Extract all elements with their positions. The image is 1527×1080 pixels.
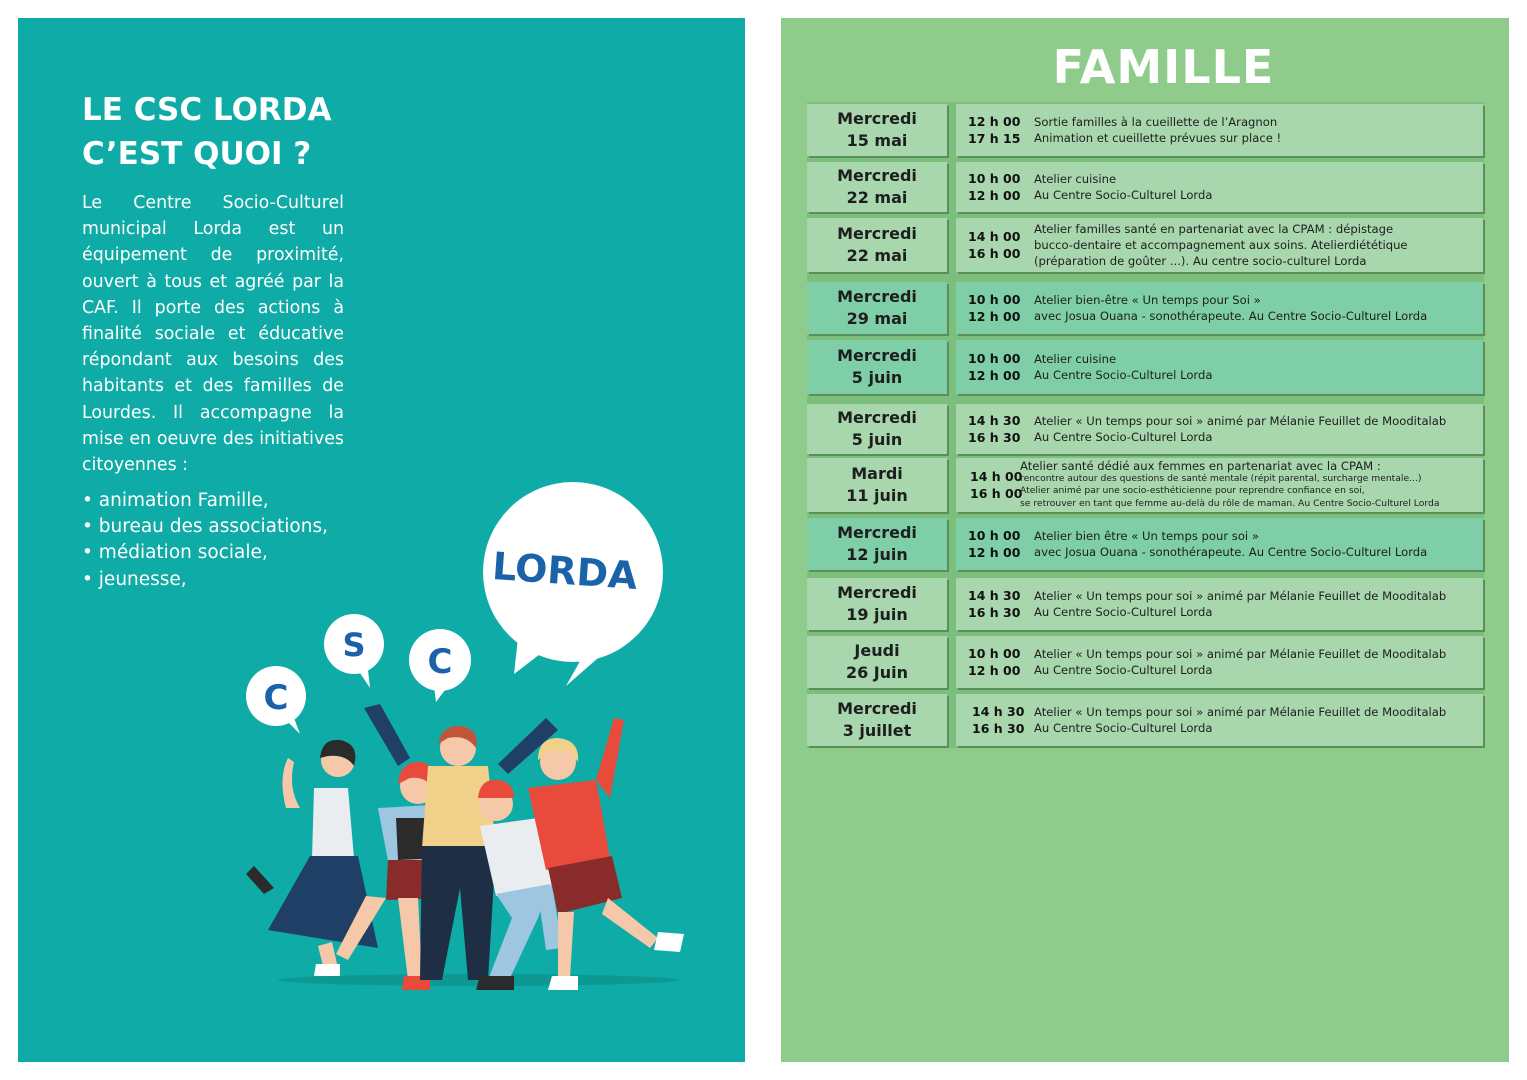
start-time: 14 h 00 [970,469,1023,484]
speech-bubble-c1 [246,666,306,734]
right-page [781,18,1509,1062]
detail-cell [956,340,1483,394]
table-row [807,578,1484,630]
description-line: avec Josua Ouana - sonothérapeute. Au Centre Socio-Culturel Lorda [1034,545,1428,559]
detail-cell [956,518,1483,570]
start-time: 14 h 00 [968,229,1021,244]
description-line: rencontre autour des questions de santé mentale (répit parental, surcharge mentale...) [1020,472,1422,484]
intro-paragraph: Le Centre Socio-Culturel municipal Lorda est un équipement de proximité, ouvert à tous et agréé par la CAF. Il porte des actions à finalité sociale et éducative répondant aux besoins des habitants et des familles de Lourdes. Il accompagne la mise en oeuvre des initiatives citoyennes : [82,193,344,476]
date-cell [807,282,947,334]
event-description [1020,458,1477,512]
detail-cell [956,636,1483,688]
speech-bubble-lorda [483,482,663,686]
svg-text:S: S [342,626,366,664]
speech-bubble-s [324,614,384,688]
date-label: 3 juillet [842,721,912,740]
date-cell [807,694,947,746]
detail-cell [956,578,1483,630]
description-line: se retrouver en tant que femme au-delà du rôle de maman. Au Centre Socio-Culturel Lorda [1020,497,1440,509]
date-cell [807,404,947,454]
start-time: 14 h 30 [972,704,1025,719]
event-description [1034,282,1477,334]
date-cell [807,218,947,272]
left-page [18,18,745,1062]
section-title: FAMILLE [1052,40,1275,94]
table-row [807,162,1484,212]
description-line: Atelier bien être « Un temps pour soi » [1034,529,1259,543]
day-label: Mercredi [837,699,917,718]
event-description [1034,162,1477,212]
day-label: Mercredi [837,346,917,365]
start-time: 10 h 00 [968,528,1021,543]
detail-cell [956,404,1483,454]
day-label: Mercredi [837,224,917,243]
day-label: Mercredi [837,523,917,542]
svg-text:C: C [263,678,289,718]
people-illustration [18,18,745,1062]
event-description [1034,104,1477,156]
description-line: Atelier santé dédié aux femmes en partenariat avec la CPAM : [1020,459,1381,473]
start-time: 12 h 00 [968,114,1021,129]
date-label: 19 juin [846,605,908,624]
detail-cell [956,104,1483,156]
description-line: Au Centre Socio-Culturel Lorda [1034,663,1213,677]
day-label: Mercredi [837,583,917,602]
title-line-1: LE CSC LORDA [82,92,332,128]
list-item: • jeunesse, [82,567,382,593]
date-label: 29 mai [846,309,908,328]
description-line: Atelier « Un temps pour soi » animé par Mélanie Feuillet de Mooditalab [1034,647,1447,661]
list-item: • bureau des associations, [82,514,382,540]
time-range [968,340,1020,394]
description-line: (préparation de goûter ...). Au centre socio-culturel Lorda [1034,254,1367,268]
table-row [807,694,1484,746]
event-description [1034,404,1477,454]
date-cell [807,104,947,156]
detail-cell [956,458,1483,512]
end-time: 17 h 15 [968,131,1021,146]
event-description [1034,694,1477,746]
date-cell [807,340,947,394]
table-row [807,404,1484,454]
description-line: Au Centre Socio-Culturel Lorda [1034,430,1213,444]
end-time: 12 h 00 [968,368,1021,383]
table-row [807,104,1484,156]
end-time: 16 h 00 [970,486,1023,501]
description-line: Atelier bien-être « Un temps pour Soi » [1034,293,1261,307]
date-label: 5 juin [851,368,903,387]
time-range [968,162,1020,212]
end-time: 12 h 00 [968,545,1021,560]
event-description [1034,636,1477,688]
list-item: • médiation sociale, [82,540,382,566]
time-range [968,282,1020,334]
end-time: 12 h 00 [968,663,1021,678]
description-line: Sortie familles à la cueillette de l’Aragnon [1034,115,1278,129]
start-time: 14 h 30 [968,413,1021,428]
date-cell [807,518,947,570]
event-description [1034,518,1477,570]
title-line-2: C’EST QUOI ? [82,136,312,172]
time-range [968,578,1020,630]
description-line: Atelier familles santé en partenariat avec la CPAM : dépistage [1034,222,1394,236]
start-time: 10 h 00 [968,171,1021,186]
day-label: Mercredi [837,408,917,427]
description-line: Au Centre Socio-Culturel Lorda [1034,605,1213,619]
day-label: Mercredi [837,166,917,185]
end-time: 16 h 00 [968,246,1021,261]
description-line: Atelier « Un temps pour soi » animé par Mélanie Feuillet de Mooditalab [1034,705,1447,719]
description-line: bucco-dentaire et accompagnement aux soins. Atelierdiététique [1034,238,1408,252]
end-time: 12 h 00 [968,309,1021,324]
description-line: Au Centre Socio-Culturel Lorda [1034,368,1213,382]
detail-cell [956,694,1483,746]
date-label: 26 Juin [845,663,909,682]
description-line: Atelier « Un temps pour soi » animé par Mélanie Feuillet de Mooditalab [1034,589,1447,603]
end-time: 12 h 00 [968,188,1021,203]
date-label: 11 juin [846,486,908,505]
description-line: Atelier « Un temps pour soi » animé par Mélanie Feuillet de Mooditalab [1034,414,1447,428]
description-line: Au Centre Socio-Culturel Lorda [1034,721,1213,735]
date-label: 5 juin [851,430,903,449]
start-time: 10 h 00 [968,646,1021,661]
day-label: Jeudi [854,641,900,660]
time-range [968,218,1020,272]
date-label: 22 mai [846,246,908,265]
time-range [970,458,1022,512]
event-description [1034,340,1477,394]
description-line: Atelier animé par une socio-esthéticienne pour reprendre confiance en soi, [1020,485,1365,496]
detail-cell [956,218,1483,272]
svg-text:LORDA: LORDA [490,544,639,599]
table-row [807,636,1484,688]
time-range [968,404,1020,454]
description-line: avec Josua Ouana - sonothérapeute. Au Centre Socio-Culturel Lorda [1034,309,1428,323]
detail-cell [956,282,1483,334]
end-time: 16 h 30 [972,721,1025,736]
date-label: 12 juin [846,545,908,564]
speech-bubble-c2 [409,629,471,702]
end-time: 16 h 30 [968,430,1021,445]
svg-text:C: C [427,642,453,682]
start-time: 10 h 00 [968,351,1021,366]
description-line: Atelier cuisine [1034,172,1117,186]
day-label: Mardi [851,464,903,483]
start-time: 10 h 00 [968,292,1021,307]
time-range [972,694,1024,746]
table-row [807,518,1484,570]
detail-cell [956,162,1483,212]
description-line: Atelier cuisine [1034,352,1117,366]
date-cell [807,162,947,212]
date-cell [807,458,947,512]
table-row [807,458,1484,512]
day-label: Mercredi [837,109,917,128]
start-time: 14 h 30 [968,588,1021,603]
list-item: • animation Famille, [82,488,382,514]
description-line: Animation et cueillette prévues sur place ! [1034,131,1282,145]
time-range [968,518,1020,570]
date-cell [807,578,947,630]
time-range [968,636,1020,688]
date-cell [807,636,947,688]
end-time: 16 h 30 [968,605,1021,620]
time-range [968,104,1020,156]
event-description [1034,578,1477,630]
date-label: 15 mai [846,131,908,150]
date-label: 22 mai [846,188,908,207]
table-row [807,340,1484,394]
description-line: Au Centre Socio-Culturel Lorda [1034,188,1213,202]
day-label: Mercredi [837,287,917,306]
table-row [807,282,1484,334]
schedule-table [807,102,1484,748]
table-row [807,218,1484,272]
event-description [1034,218,1477,272]
